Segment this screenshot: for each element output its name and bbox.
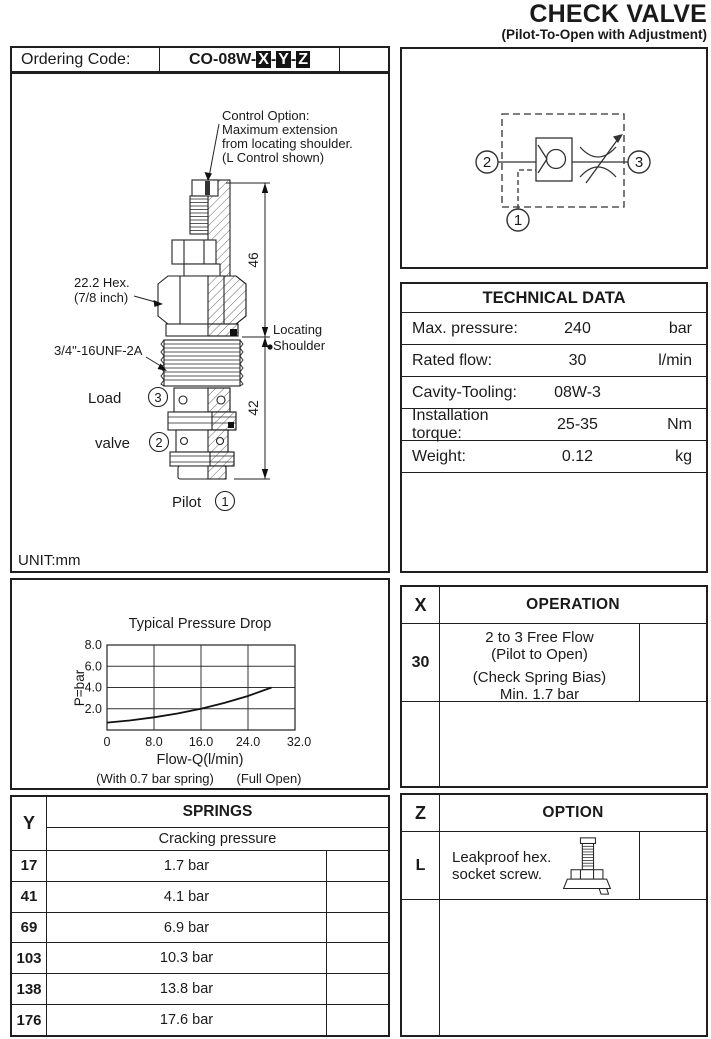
table-row xyxy=(402,406,706,442)
operation-line-4: Min. 1.7 bar xyxy=(499,686,580,703)
ordering-code-empty-cell xyxy=(340,48,388,71)
schematic-envelope xyxy=(502,114,624,207)
tech-value: 08W-3 xyxy=(554,383,601,401)
option-line-1: Leakproof hex. xyxy=(452,848,552,866)
hydraulic-schematic xyxy=(402,49,706,267)
tech-value: 25-35 xyxy=(557,415,598,433)
operation-code: 30 xyxy=(402,624,440,701)
ordering-code-value xyxy=(160,48,340,71)
valve-cross-section-drawing xyxy=(12,74,388,571)
chart-caption-full-open: (Full Open) xyxy=(236,771,302,786)
table-row xyxy=(402,441,706,473)
technical-data-title: TECHNICAL DATA xyxy=(402,284,706,313)
tech-label: Installation torque: xyxy=(412,406,489,442)
tech-label: Rated flow: xyxy=(412,351,493,369)
ordering-code-sep1: - xyxy=(270,50,277,68)
valve-body-geometry xyxy=(158,180,273,479)
chart-y-axis-label: P=bar xyxy=(72,669,87,707)
page-title: CHECK VALVE xyxy=(529,0,707,28)
port1-label: Pilot xyxy=(172,494,202,511)
page-title-block xyxy=(502,1,707,42)
ordering-code-sep2: - xyxy=(290,50,297,68)
option-table xyxy=(400,793,708,1037)
springs-header xyxy=(12,797,388,851)
operation-line-3: (Check Spring Bias) xyxy=(472,669,607,686)
operation-col-header: X xyxy=(402,587,440,623)
table-row xyxy=(402,624,706,702)
chart-caption-spring: (With 0.7 bar spring) xyxy=(96,771,214,786)
tech-value: 30 xyxy=(568,351,587,369)
schematic-port1-number: 1 xyxy=(513,212,523,229)
table-row xyxy=(402,345,706,377)
y-tick: 6.0 xyxy=(84,659,102,674)
spring-code: 103 xyxy=(12,943,47,973)
dim-46-label: 46 xyxy=(245,252,261,268)
option-filler-row xyxy=(402,900,706,1035)
check-valve-symbol xyxy=(536,138,572,181)
schematic-port2-number: 2 xyxy=(482,154,492,171)
x-tick: 8.0 xyxy=(145,735,163,749)
operation-description xyxy=(440,624,640,701)
ordering-code-prefix: CO-08W- xyxy=(188,50,257,68)
port2-label: valve xyxy=(95,435,131,452)
y-tick: 4.0 xyxy=(84,680,102,695)
tech-value: 0.12 xyxy=(561,447,594,465)
dim-42-label: 42 xyxy=(245,400,261,416)
option-line-2: socket screw. xyxy=(452,865,543,883)
ordering-code-label: Ordering Code: xyxy=(12,48,160,71)
spring-value: 4.1 bar xyxy=(163,888,210,905)
control-option-line-3: from locating shoulder. xyxy=(222,136,353,151)
spring-value: 13.8 bar xyxy=(159,981,214,998)
tech-unit: l/min xyxy=(658,351,692,369)
x-tick: 24.0 xyxy=(235,735,261,749)
operation-line-2: (Pilot to Open) xyxy=(491,646,588,663)
option-header-row xyxy=(402,795,706,832)
table-row xyxy=(12,943,388,974)
spring-code: 69 xyxy=(12,913,47,943)
pressure-drop-chart-box xyxy=(10,578,390,790)
spring-empty-cell xyxy=(326,913,388,943)
option-empty-cell xyxy=(640,832,706,899)
ordering-code-x: X xyxy=(258,51,269,68)
schematic-port3-number: 3 xyxy=(634,154,644,171)
spring-code: 138 xyxy=(12,974,47,1004)
ordering-code-z: Z xyxy=(298,51,308,68)
chart-title: Typical Pressure Drop xyxy=(128,616,272,632)
spring-code: 41 xyxy=(12,882,47,912)
springs-subtitle: Cracking pressure xyxy=(158,831,277,847)
spring-value: 1.7 bar xyxy=(163,857,210,874)
port3-label: Load xyxy=(88,390,122,407)
ordering-code-box xyxy=(10,46,390,73)
spring-empty-cell xyxy=(326,882,388,912)
spring-value: 10.3 bar xyxy=(159,950,214,967)
spring-empty-cell xyxy=(326,851,388,881)
tech-label: Cavity-Tooling: xyxy=(412,383,517,401)
operation-title: OPERATION xyxy=(526,596,620,613)
port2-number: 2 xyxy=(155,435,163,450)
pilot-line xyxy=(518,170,536,209)
spring-empty-cell xyxy=(326,943,388,973)
spring-code: 17 xyxy=(12,851,47,881)
port3-number: 3 xyxy=(154,390,162,405)
option-description xyxy=(440,832,640,899)
table-row xyxy=(12,851,388,882)
table-row xyxy=(402,377,706,409)
spring-empty-cell xyxy=(326,974,388,1004)
springs-title: SPRINGS xyxy=(47,797,388,828)
springs-table xyxy=(10,795,390,1037)
table-row xyxy=(12,882,388,913)
option-title: OPTION xyxy=(542,804,604,821)
tech-unit: Nm xyxy=(667,415,692,433)
x-tick: 0 xyxy=(103,735,111,749)
unit-note: UNIT:mm xyxy=(18,552,81,569)
ordering-code-y: Y xyxy=(278,51,289,68)
operation-table xyxy=(400,585,708,788)
x-tick: 32.0 xyxy=(286,735,312,749)
tech-unit: kg xyxy=(675,447,692,465)
control-option-line-4: (L Control shown) xyxy=(222,150,325,165)
table-row xyxy=(402,832,706,900)
option-code: L xyxy=(402,832,440,899)
hex-size-label-2: (7/8 inch) xyxy=(74,290,129,305)
operation-empty-cell xyxy=(640,624,706,701)
springs-col-header: Y xyxy=(12,797,47,850)
tech-unit: bar xyxy=(668,319,692,337)
spring-code: 176 xyxy=(12,1005,47,1035)
throttle-arc-bottom xyxy=(580,167,616,177)
tech-label: Max. pressure: xyxy=(412,319,518,337)
chart-x-axis-label: Flow-Q(l/min) xyxy=(156,752,244,768)
schematic-box xyxy=(400,47,708,269)
locating-shoulder-label-2: Shoulder xyxy=(273,338,326,353)
spring-value: 17.6 bar xyxy=(159,1012,214,1029)
operation-filler-col xyxy=(402,702,440,786)
y-tick: 2.0 xyxy=(84,702,102,716)
option-filler-col xyxy=(402,900,440,1035)
table-row xyxy=(402,313,706,345)
y-tick: 8.0 xyxy=(84,638,102,652)
table-row xyxy=(12,913,388,944)
valve-drawing-box xyxy=(10,72,390,573)
spring-value: 6.9 bar xyxy=(163,919,210,936)
thread-spec-label: 3/4"-16UNF-2A xyxy=(54,343,143,358)
port1-number: 1 xyxy=(221,494,229,509)
page-subtitle: (Pilot-To-Open with Adjustment) xyxy=(501,27,707,43)
operation-line-1: 2 to 3 Free Flow xyxy=(485,629,594,646)
table-row xyxy=(12,1005,388,1035)
table-row xyxy=(12,974,388,1005)
operation-filler-row xyxy=(402,702,706,786)
spring-empty-cell xyxy=(326,1005,388,1035)
hex-size-label-1: 22.2 Hex. xyxy=(74,275,130,290)
tech-label: Weight: xyxy=(412,447,466,465)
x-tick: 16.0 xyxy=(188,735,214,749)
control-option-line-1: Control Option: xyxy=(222,108,310,123)
pressure-drop-curve xyxy=(107,688,272,723)
tech-value: 240 xyxy=(564,319,591,337)
locating-shoulder-label-1: Locating xyxy=(273,322,323,337)
adjustment-arrow xyxy=(586,139,618,183)
pressure-drop-chart xyxy=(12,580,388,788)
socket-screw-icon xyxy=(561,836,613,896)
option-col-header: Z xyxy=(402,795,440,831)
control-option-line-2: Maximum extension xyxy=(222,122,338,137)
technical-data-table xyxy=(400,282,708,573)
operation-header-row xyxy=(402,587,706,624)
